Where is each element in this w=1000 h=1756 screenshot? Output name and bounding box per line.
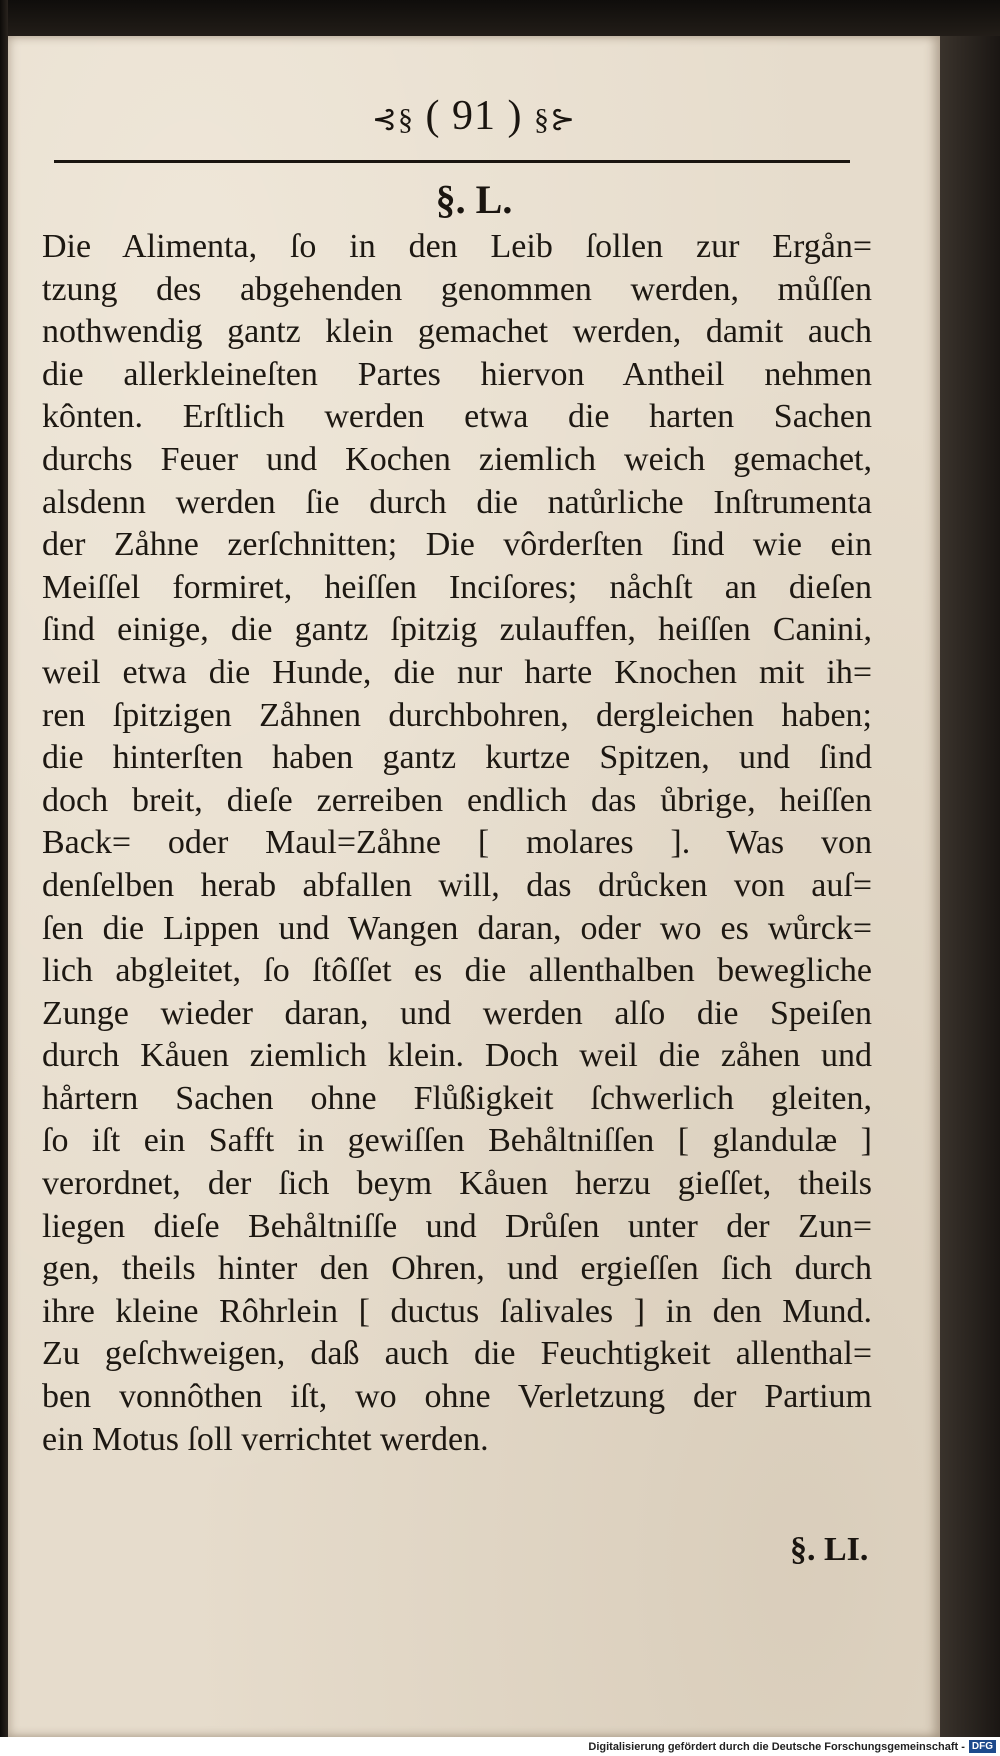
text-line: Back= oder Maul=Zåhne [ molares ]. Was von — [42, 824, 872, 862]
scan-left-edge — [0, 0, 8, 1756]
text-line: die hinterſten haben gantz kurtze Spitzen, und ſind — [42, 739, 872, 777]
text-line: Die Alimenta, ſo in den Leib ſollen zur Ergån= — [42, 228, 872, 265]
scan-right-background — [940, 36, 1000, 1737]
text-line: der Zåhne zerſchnitten; Die vôrderſten ſind wie ein — [42, 526, 872, 564]
page-number: ( 91 ) — [425, 93, 523, 139]
left-ornament-icon: ⊰§ — [371, 102, 414, 136]
text-line: liegen dieſe Behåltniſſe und Drůſen unter der Zun= — [42, 1207, 872, 1245]
text-line: verordnet, der ſich beym Kåuen herzu gieſſet, theils — [42, 1165, 872, 1203]
text-line: lich abgleitet, ſo ſtôſſet es die allenthalben bewegliche — [42, 952, 872, 990]
text-line: Zu geſchweigen, daß auch die Feuchtigkeit allenthal= — [42, 1335, 872, 1373]
scan-top-edge — [0, 0, 1000, 36]
text-line: ren ſpitzigen Zåhnen durchbohren, dergleichen haben; — [42, 696, 872, 734]
text-line: ein Motus ſoll verrichtet werden. — [42, 1420, 489, 1458]
body-text — [42, 226, 872, 1461]
text-line: durchs Feuer und Kochen ziemlich weich gemachet, — [42, 440, 872, 478]
text-line: weil etwa die Hunde, die nur harte Knochen mit ih= — [42, 653, 872, 691]
text-line: gen, theils hinter den Ohren, und ergieſſen ſich durch — [42, 1250, 872, 1288]
text-line: durch Kåuen ziemlich klein. Doch weil die zåhen und — [42, 1037, 872, 1075]
right-ornament-icon: §⊱ — [533, 102, 577, 136]
text-line: alsdenn werden ſie durch die natůrliche Inſtrumenta — [42, 483, 872, 521]
text-line: ben vonnôthen iſt, wo ohne Verletzung der Partium — [42, 1378, 872, 1416]
text-line: doch breit, dieſe zerreiben endlich das ůbrige, heiſſen — [42, 781, 872, 819]
text-line: nothwendig gantz klein gemachet werden, damit auch — [42, 313, 872, 351]
text-line: ſo iſt ein Safft in gewiſſen Behåltniſſen [ glandulæ ] — [42, 1122, 872, 1160]
text-line: hårtern Sachen ohne Flůßigkeit ſchwerlich gleiten, — [42, 1079, 872, 1117]
footer-credit: Digitalisierung gefördert durch die Deutsche Forschungsgemeinschaft - — [588, 1740, 965, 1753]
header-rule — [54, 160, 850, 163]
digitization-footer — [0, 1737, 1000, 1756]
text-line: Meiſſel formiret, heiſſen Inciſores; nåchſt an dieſen — [42, 568, 872, 606]
dfg-logo: DFG — [969, 1740, 996, 1753]
text-line: ihre kleine Rôhrlein [ ductus ſalivales ] in den Mund. — [42, 1292, 872, 1330]
text-line: die allerkleineſten Partes hiervon Antheil nehmen — [42, 355, 872, 393]
text-line: tzung des abgehenden genommen werden, můſſen — [42, 270, 872, 308]
text-line: Zunge wieder daran, und werden alſo die Speiſen — [42, 994, 872, 1032]
text-line: ſind einige, die gantz ſpitzig zulauffen, heiſſen Canini, — [42, 611, 872, 649]
text-line: denſelben herab abfallen will, das drůcken von auſ= — [42, 866, 872, 904]
catchword: §. LI. — [790, 1531, 869, 1568]
text-line: kônten. Erſtlich werden etwa die harten Sachen — [42, 398, 872, 436]
page-header — [8, 92, 940, 140]
text-line: ſen die Lippen und Wangen daran, oder wo es wůrck= — [42, 909, 872, 947]
book-page — [8, 36, 940, 1737]
section-title: §. L. — [435, 177, 513, 222]
